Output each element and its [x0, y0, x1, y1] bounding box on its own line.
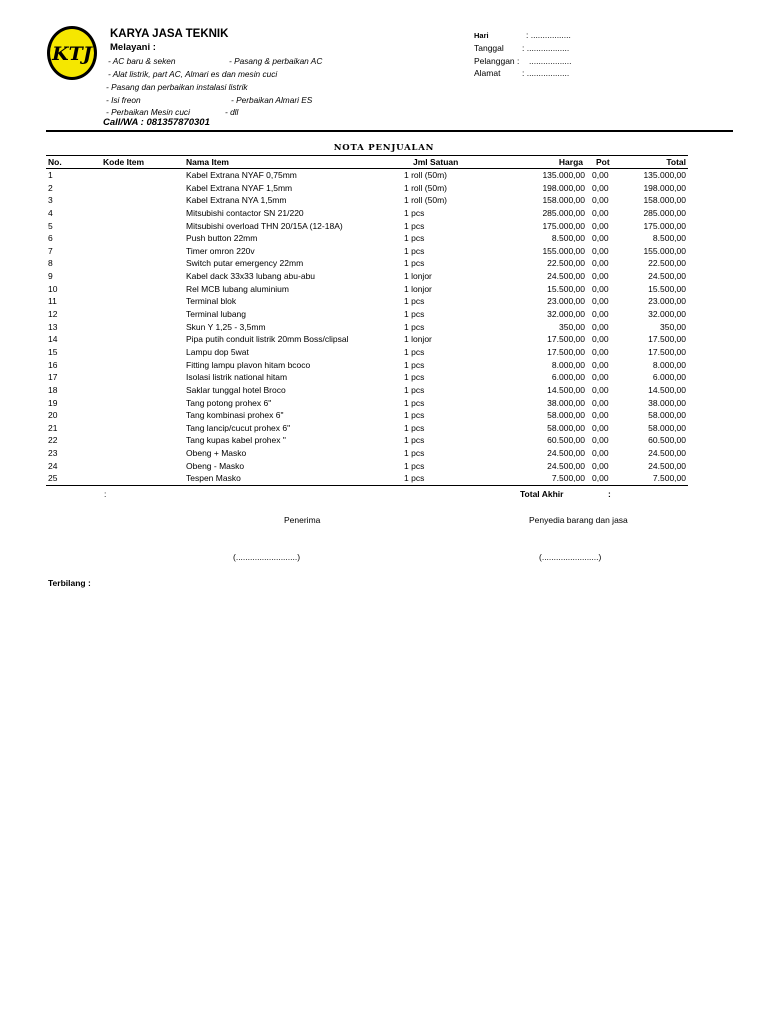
table-row [0, 270, 768, 283]
item-name: Terminal blok [186, 296, 237, 307]
item-price: 17.500,00 [547, 334, 585, 345]
item-price: 158.000,00 [542, 195, 585, 206]
item-no: 15 [48, 346, 58, 357]
item-price: 60.500,00 [547, 435, 585, 446]
item-no: 17 [48, 372, 58, 383]
item-no: 10 [48, 283, 58, 294]
item-total: 58.000,00 [648, 410, 686, 421]
table-row [0, 384, 768, 397]
service-item: - Alat listrik, part AC, Almari es dan mesin cuci [108, 69, 278, 79]
item-name: Mitsubishi overload THN 20/15A (12-18A) [186, 220, 343, 231]
item-no: 12 [48, 309, 58, 320]
item-total: 22.500,00 [648, 258, 686, 269]
item-name: Obeng + Masko [186, 448, 247, 459]
item-no: 3 [48, 195, 53, 206]
item-total: 135.000,00 [643, 170, 686, 180]
item-discount: 0,00 [592, 460, 609, 471]
item-no: 16 [48, 359, 58, 370]
item-quantity: 1 pcs [404, 309, 425, 320]
col-header-harga: Harga [558, 157, 583, 167]
table-top-border [46, 155, 688, 156]
item-name: Kabel Extrana NYAF 0,75mm [186, 170, 297, 180]
item-no: 20 [48, 410, 58, 421]
service-item: - Isi freon [106, 95, 141, 105]
item-price: 285.000,00 [542, 207, 585, 218]
table-row [0, 182, 768, 195]
table-row [0, 447, 768, 460]
item-quantity: 1 pcs [404, 448, 425, 459]
item-price: 7.500,00 [551, 473, 585, 484]
item-price: 58.000,00 [547, 410, 585, 421]
item-price: 15.500,00 [547, 283, 585, 294]
table-row [0, 308, 768, 321]
item-discount: 0,00 [592, 182, 609, 193]
table-row [0, 371, 768, 384]
service-item: - AC baru & seken [108, 56, 176, 66]
item-total: 6.000,00 [652, 372, 686, 383]
item-discount: 0,00 [592, 170, 609, 180]
item-total: 38.000,00 [648, 397, 686, 408]
item-no: 14 [48, 334, 58, 345]
item-total: 198.000,00 [643, 182, 686, 193]
item-name: Tang kombinasi prohex 6" [186, 410, 284, 421]
item-quantity: 1 pcs [404, 245, 425, 256]
tanggal-value: : .................. [522, 43, 570, 53]
col-header-total: Total [666, 157, 686, 167]
header-divider [46, 130, 733, 132]
item-name: Fitting lampu plavon hitam bcoco [186, 359, 311, 370]
service-item: - Perbaikan Mesin cuci [106, 107, 190, 117]
item-total: 7.500,00 [652, 473, 686, 484]
service-item: - Pasang & perbaikan AC [229, 56, 323, 66]
contact-phone: Call/WA : 081357870301 [103, 117, 210, 128]
item-no: 9 [48, 271, 53, 282]
item-name: Mitsubishi contactor SN 21/220 [186, 207, 304, 218]
penerima-signature: (..........................) [233, 552, 301, 562]
item-no: 11 [48, 296, 57, 307]
item-quantity: 1 pcs [404, 359, 425, 370]
item-discount: 0,00 [592, 309, 609, 320]
item-price: 32.000,00 [547, 309, 585, 320]
col-header-pot: Pot [596, 157, 610, 167]
item-quantity: 1 pcs [404, 233, 425, 244]
item-total: 8.500,00 [652, 233, 686, 244]
table-row [0, 346, 768, 359]
item-discount: 0,00 [592, 410, 609, 421]
table-row [0, 207, 768, 220]
item-price: 8.000,00 [551, 359, 585, 370]
company-logo [47, 26, 97, 80]
item-discount: 0,00 [592, 207, 609, 218]
item-price: 24.500,00 [547, 448, 585, 459]
item-quantity: 1 pcs [404, 460, 425, 471]
table-row [0, 295, 768, 308]
table-row [0, 422, 768, 435]
item-quantity: 1 pcs [404, 435, 425, 446]
ktj-logo-icon [50, 29, 94, 77]
item-discount: 0,00 [592, 258, 609, 269]
item-no: 19 [48, 397, 58, 408]
table-row [0, 409, 768, 422]
item-total: 32.000,00 [648, 309, 686, 320]
item-name: Rel MCB lubang aluminium [186, 283, 289, 294]
item-discount: 0,00 [592, 359, 609, 370]
hari-value: : ................. [526, 30, 571, 40]
item-name: Tang potong prohex 6" [186, 397, 272, 408]
alamat-value: : .................. [522, 68, 570, 78]
item-total: 350,00 [660, 321, 686, 332]
item-name: Lampu dop 5wat [186, 346, 249, 357]
item-no: 18 [48, 384, 58, 395]
item-quantity: 1 pcs [404, 220, 425, 231]
pelanggan-label: Pelanggan : [474, 56, 520, 66]
item-price: 24.500,00 [547, 271, 585, 282]
item-name: Kabel Extrana NYAF 1,5mm [186, 182, 293, 193]
item-total: 285.000,00 [643, 207, 686, 218]
item-no: 1 [48, 170, 53, 180]
hari-label: Hari [474, 31, 489, 40]
item-discount: 0,00 [592, 233, 609, 244]
item-quantity: 1 pcs [404, 296, 425, 307]
item-price: 22.500,00 [547, 258, 585, 269]
item-price: 350,00 [559, 321, 585, 332]
col-header-kode: Kode Item [103, 157, 145, 167]
item-name: Tang kupas kabel prohex " [186, 435, 286, 446]
item-no: 13 [48, 321, 58, 332]
document-title: NOTA PENJUALAN [333, 143, 435, 153]
item-total: 15.500,00 [648, 283, 686, 294]
table-bottom-border [46, 485, 688, 486]
company-name: KARYA JASA TEKNIK [110, 28, 229, 40]
item-quantity: 1 pcs [404, 397, 425, 408]
item-total: 17.500,00 [648, 334, 686, 345]
table-row [0, 359, 768, 372]
item-discount: 0,00 [592, 283, 609, 294]
item-name: Isolasi listrik national hitam [186, 372, 288, 383]
item-no: 23 [48, 448, 58, 459]
alamat-label: Alamat [474, 68, 501, 78]
item-name: Skun Y 1,25 - 3,5mm [186, 321, 266, 332]
item-quantity: 1 lonjor [404, 271, 432, 282]
table-row [0, 397, 768, 410]
item-no: 25 [48, 473, 58, 484]
item-quantity: 1 pcs [404, 258, 425, 269]
table-row [0, 194, 768, 207]
item-discount: 0,00 [592, 220, 609, 231]
col-header-no: No. [48, 157, 62, 167]
service-item: - Perbaikan Almari ES [231, 95, 313, 105]
item-total: 23.000,00 [648, 296, 686, 307]
item-price: 6.000,00 [551, 372, 585, 383]
service-item: - dll [225, 107, 239, 117]
item-name: Pipa putih conduit listrik 20mm Boss/clipsal [186, 334, 349, 345]
item-total: 24.500,00 [648, 271, 686, 282]
item-quantity: 1 pcs [404, 321, 425, 332]
item-quantity: 1 pcs [404, 422, 425, 433]
item-no: 8 [48, 258, 53, 269]
logo-text: KTJ [52, 43, 92, 65]
item-total: 24.500,00 [648, 448, 686, 459]
table-row [0, 321, 768, 334]
item-discount: 0,00 [592, 296, 609, 307]
item-no: 2 [48, 182, 53, 193]
service-item: - Pasang dan perbaikan instalasi listrik [106, 82, 248, 92]
table-row [0, 245, 768, 258]
item-quantity: 1 roll (50m) [404, 170, 447, 180]
item-discount: 0,00 [592, 397, 609, 408]
pelanggan-value: .................. [529, 56, 572, 66]
item-discount: 0,00 [592, 334, 609, 345]
item-discount: 0,00 [592, 448, 609, 459]
item-quantity: 1 pcs [404, 346, 425, 357]
item-quantity: 1 pcs [404, 410, 425, 421]
item-quantity: 1 pcs [404, 372, 425, 383]
table-row [0, 434, 768, 447]
item-total: 155.000,00 [643, 245, 686, 256]
item-no: 5 [48, 220, 53, 231]
item-total: 158.000,00 [643, 195, 686, 206]
item-no: 22 [48, 435, 58, 446]
item-name: Terminal lubang [186, 309, 247, 320]
table-row [0, 169, 768, 182]
item-total: 8.000,00 [652, 359, 686, 370]
item-price: 135.000,00 [542, 170, 585, 180]
item-discount: 0,00 [592, 384, 609, 395]
item-quantity: 1 pcs [404, 473, 425, 484]
penyedia-signature: (........................) [539, 552, 602, 562]
item-discount: 0,00 [592, 435, 609, 446]
item-no: 24 [48, 460, 58, 471]
col-header-nama: Nama Item [186, 157, 229, 167]
item-price: 198.000,00 [542, 182, 585, 193]
services-label: Melayani : [110, 42, 156, 53]
item-total: 60.500,00 [648, 435, 686, 446]
item-price: 175.000,00 [542, 220, 585, 231]
penyedia-label: Penyedia barang dan jasa [529, 515, 628, 525]
item-no: 6 [48, 233, 53, 244]
item-name: Switch putar emergency 22mm [186, 258, 304, 269]
item-name: Timer omron 220v [186, 245, 255, 256]
item-quantity: 1 lonjor [404, 334, 432, 345]
item-price: 38.000,00 [547, 397, 585, 408]
item-price: 14.500,00 [547, 384, 585, 395]
table-row [0, 472, 768, 485]
table-row [0, 460, 768, 473]
item-price: 24.500,00 [547, 460, 585, 471]
item-name: Saklar tunggal hotel Broco [186, 384, 286, 395]
item-discount: 0,00 [592, 473, 609, 484]
item-price: 8.500,00 [551, 233, 585, 244]
item-name: Kabel Extrana NYA 1,5mm [186, 195, 287, 206]
item-total: 24.500,00 [648, 460, 686, 471]
penerima-label: Penerima [284, 515, 321, 525]
item-discount: 0,00 [592, 346, 609, 357]
item-discount: 0,00 [592, 422, 609, 433]
item-price: 58.000,00 [547, 422, 585, 433]
item-quantity: 1 roll (50m) [404, 182, 447, 193]
item-name: Tang lancip/cucut prohex 6" [186, 422, 291, 433]
item-name: Push button 22mm [186, 233, 258, 244]
item-discount: 0,00 [592, 321, 609, 332]
item-discount: 0,00 [592, 195, 609, 206]
item-quantity: 1 pcs [404, 384, 425, 395]
item-price: 23.000,00 [547, 296, 585, 307]
col-header-jml: Jml Satuan [413, 157, 459, 167]
total-akhir-colon: : [608, 489, 611, 499]
footer-colon: : [104, 489, 107, 499]
item-total: 58.000,00 [648, 422, 686, 433]
item-discount: 0,00 [592, 372, 609, 383]
item-no: 21 [48, 422, 58, 433]
items-table-body [0, 169, 768, 485]
item-total: 175.000,00 [643, 220, 686, 231]
terbilang-label: Terbilang : [48, 578, 91, 588]
table-row [0, 232, 768, 245]
item-quantity: 1 roll (50m) [404, 195, 447, 206]
item-no: 7 [48, 245, 53, 256]
item-total: 17.500,00 [648, 346, 686, 357]
item-quantity: 1 lonjor [404, 283, 432, 294]
item-quantity: 1 pcs [404, 207, 425, 218]
item-price: 17.500,00 [547, 346, 585, 357]
item-name: Tespen Masko [186, 473, 241, 484]
item-price: 155.000,00 [542, 245, 585, 256]
total-akhir-label: Total Akhir [520, 489, 564, 499]
item-discount: 0,00 [592, 271, 609, 282]
item-no: 4 [48, 207, 53, 218]
table-row [0, 283, 768, 296]
item-name: Obeng - Masko [186, 460, 245, 471]
table-row [0, 257, 768, 270]
table-row [0, 220, 768, 233]
table-row [0, 333, 768, 346]
tanggal-label: Tanggal [474, 43, 504, 53]
item-total: 14.500,00 [648, 384, 686, 395]
item-discount: 0,00 [592, 245, 609, 256]
item-name: Kabel dack 33x33 lubang abu-abu [186, 271, 316, 282]
